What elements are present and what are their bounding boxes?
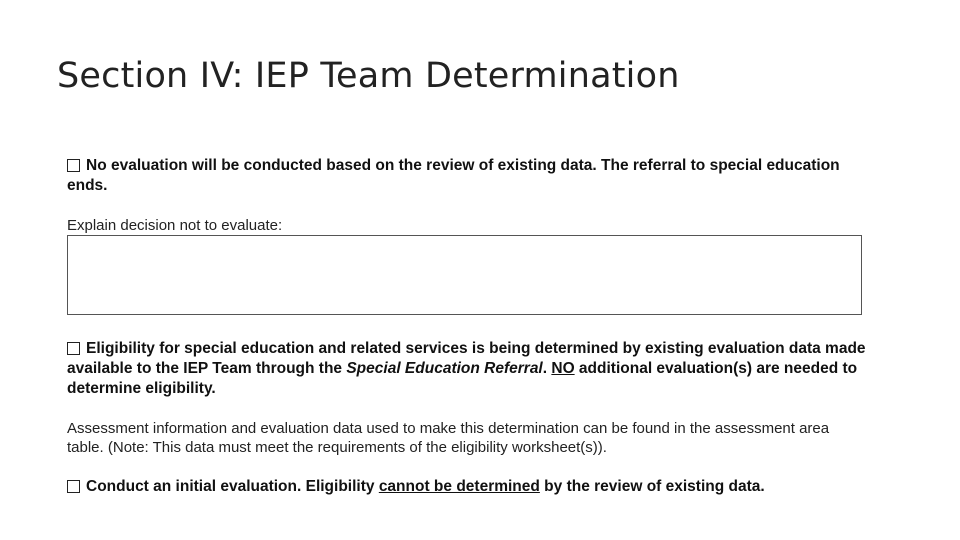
explain-decision-textbox[interactable] [67,235,862,315]
option-initial-evaluation-cannot: cannot be determined [378,478,540,495]
checkbox-existing-data[interactable] [67,342,80,355]
option-initial-evaluation [67,477,867,497]
checkbox-no-evaluation[interactable] [67,159,80,172]
slide-title: Section IV: IEP Team Determination [57,56,680,96]
option-existing-data-referral: Special Education Referral [346,360,543,377]
option-existing-data-text-a: Eligibility for special education and related services is being determined by existing evaluation data made available to the IEP Team through the [67,340,866,377]
option-initial-evaluation-text-a: Conduct an initial evaluation. Eligibility [86,478,379,495]
explain-label: Explain decision not to evaluate: [67,217,283,234]
option-existing-data [67,339,867,399]
option-no-evaluation-label: No evaluation will be conducted based on the review of existing data. The referral to special education ends. [67,157,840,194]
option-existing-data-text-c: additional evaluation(s) are needed to determine eligibility. [67,360,858,397]
option-existing-data-text-b: . [542,360,552,377]
option-existing-data-no: NO [551,360,575,377]
option-no-evaluation [67,156,867,196]
option-initial-evaluation-text-b: by the review of existing data. [539,478,765,495]
assessment-note: Assessment information and evaluation data used to make this determination can be found in the assessment area table. (Note: This data must meet the requirements of the eligibility worksheet(s)). [67,420,830,456]
checkbox-initial-evaluation[interactable] [67,480,80,493]
